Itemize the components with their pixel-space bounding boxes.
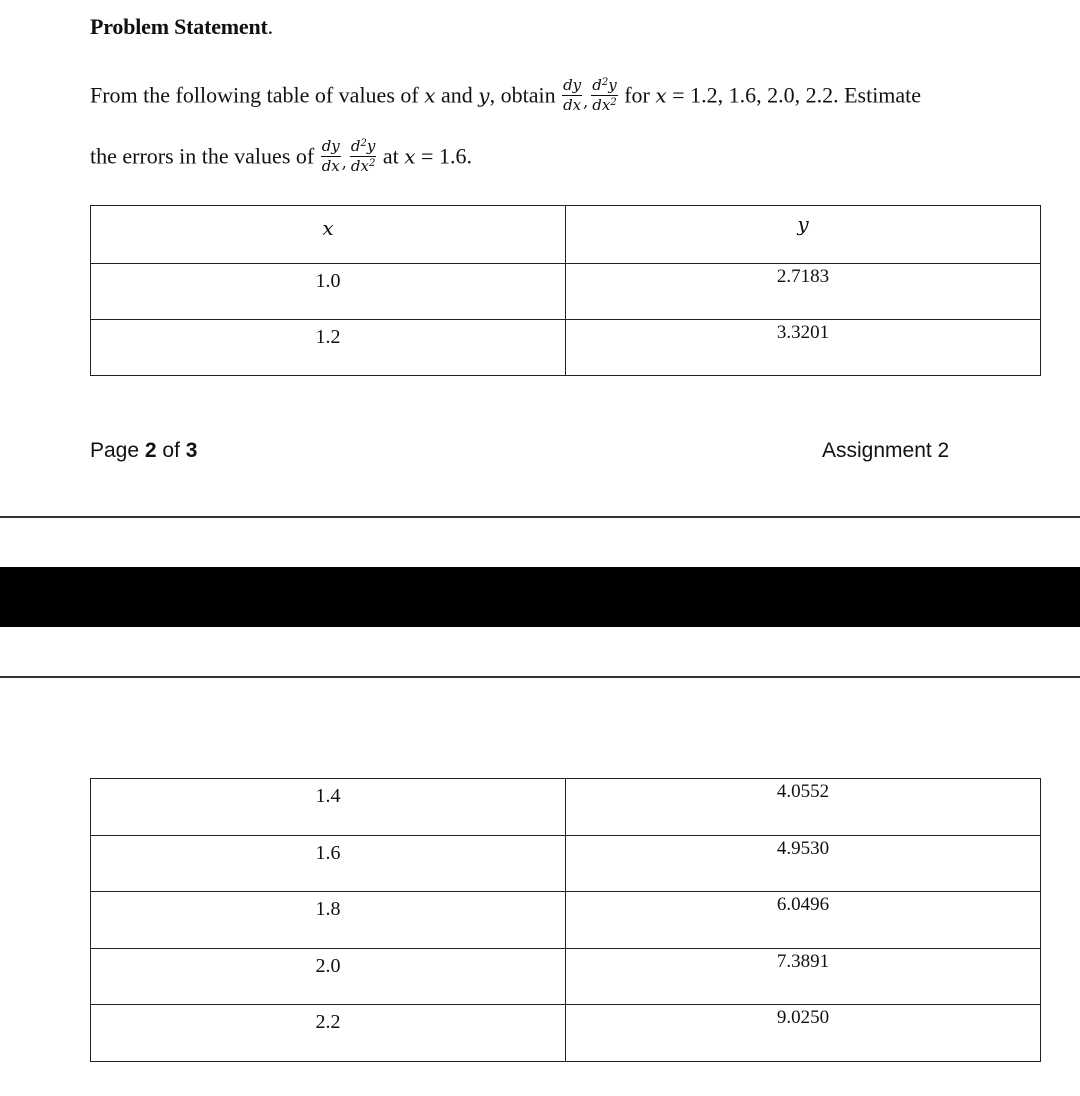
page-number [90, 439, 197, 463]
page-divider-top [0, 516, 1080, 518]
problem-statement-heading [90, 14, 273, 40]
frac-num: $d^2y$ [350, 137, 376, 155]
frac-den: dx [563, 96, 582, 114]
table-row [91, 320, 1041, 376]
word-obtain: , obtain [489, 82, 556, 108]
derivative-d2y-dx2 [591, 78, 617, 113]
frac-num: dy [563, 76, 582, 94]
table-row [91, 949, 1041, 1005]
table-row [91, 1005, 1041, 1062]
line1-prefix: From the following table of values of [90, 82, 419, 108]
frac-num: $d^2y$ [592, 76, 617, 94]
table-row [91, 892, 1041, 949]
cell-y: 4.9530 [566, 836, 1041, 892]
var-x: x [404, 144, 416, 169]
derivative-dy-dx [562, 78, 582, 113]
page-prefix: Page [90, 439, 140, 462]
derivative-d2y-dx2 [350, 139, 376, 174]
cell-y: 9.0250 [566, 1005, 1041, 1062]
var-x: x [424, 83, 436, 108]
frac-den: $dx^2$ [592, 96, 617, 114]
var-y: y [478, 83, 490, 108]
frac-den: dx [321, 157, 340, 175]
cell-x: 1.6 [91, 836, 566, 892]
table-row [91, 836, 1041, 892]
page-total: 3 [185, 439, 198, 462]
cell-x: 1.0 [91, 264, 566, 320]
cell-y: 2.7183 [566, 264, 1041, 320]
cell-y: 7.3891 [566, 949, 1041, 1005]
cell-x: 2.0 [91, 949, 566, 1005]
at-value: 1.6. [438, 143, 472, 169]
table-header-row [91, 206, 1041, 264]
equals-sign: = [421, 143, 434, 169]
derivative-dy-dx [321, 139, 341, 174]
page-of: of [162, 439, 180, 462]
word-and: and [441, 82, 473, 108]
line2-prefix: the errors in the values of [90, 143, 315, 169]
cell-x: 1.2 [91, 320, 566, 376]
problem-line-1 [90, 76, 922, 115]
x-values-list: 1.2, 1.6, 2.0, 2.2. Estimate [690, 82, 922, 108]
word-for: for [624, 82, 650, 108]
heading-text: Problem Statement [90, 14, 268, 39]
page-current: 2 [144, 439, 157, 462]
cell-y: 6.0496 [566, 892, 1041, 949]
frac-comma: , [341, 152, 347, 172]
equals-sign: = [672, 82, 685, 108]
page-divider-bottom [0, 676, 1080, 678]
word-at: at [382, 143, 399, 169]
data-table-bottom [90, 778, 1041, 1062]
data-table-top [90, 205, 1041, 376]
cell-x: 1.8 [91, 892, 566, 949]
table-row [91, 779, 1041, 836]
document-title: Assignment 2 [822, 439, 950, 462]
cell-y: 4.0552 [566, 779, 1041, 836]
frac-comma: , [583, 91, 589, 111]
cell-x: 2.2 [91, 1005, 566, 1062]
frac-num: dy [321, 137, 340, 155]
header-x: x [91, 206, 566, 264]
heading-period: . [267, 14, 273, 39]
cell-x: 1.4 [91, 779, 566, 836]
table-row [91, 264, 1041, 320]
frac-den: $dx^2$ [350, 157, 376, 175]
cell-y: 3.3201 [566, 320, 1041, 376]
problem-line-2 [90, 137, 472, 176]
header-y: y [566, 206, 1041, 264]
page-gap-bar [0, 567, 1080, 627]
var-x: x [655, 83, 667, 108]
